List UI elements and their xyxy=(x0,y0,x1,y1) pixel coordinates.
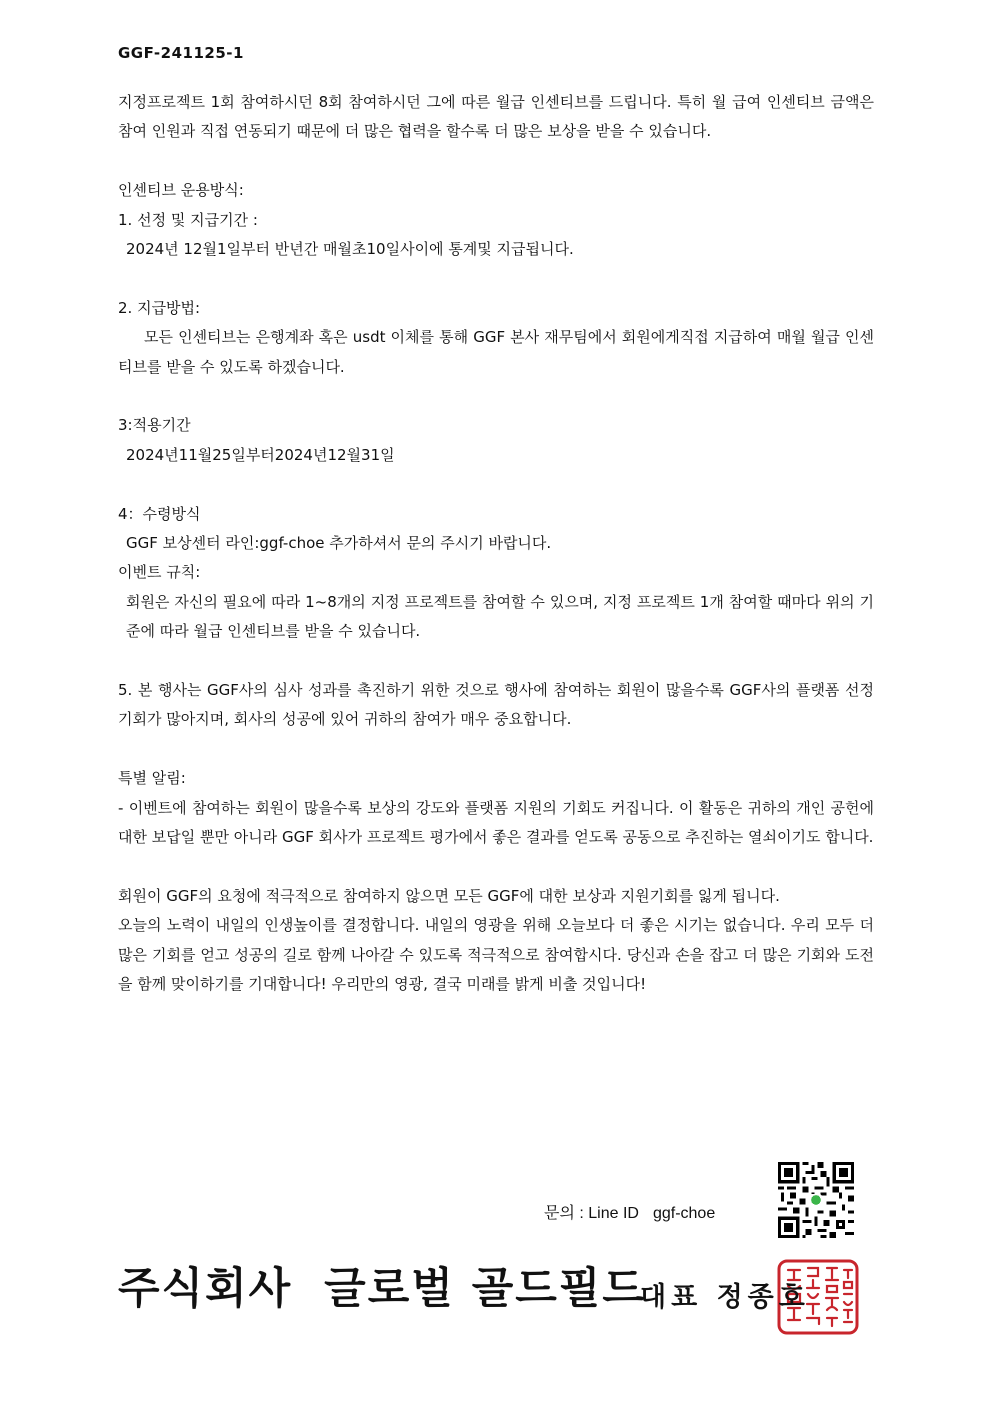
rules-title: 이벤트 규칙: xyxy=(118,563,201,582)
section-5-paragraph: 5. 본 행사는 GGF사의 심사 성과를 촉진하기 위한 것으로 행사에 참여하는 회원이 많을수록 GGF사의 플랫폼 선정 기회가 많아지며, 회사의 성공에 있어 귀하의 참여가 매우 중요합니다. xyxy=(118,681,874,729)
representative-signature: 대표 정종호 xyxy=(640,1282,810,1313)
section-3-body: 2024년11월25일부터2024년12월31일 xyxy=(126,445,395,464)
contact-line-id: ggf-choe xyxy=(652,1205,716,1222)
notice-title: 특별 알림: xyxy=(118,769,186,788)
qr-code-icon[interactable] xyxy=(778,1162,854,1238)
rules-body: 회원은 자신의 필요에 따라 1~8개의 지정 프로젝트를 참여할 수 있으며, 지정 프로젝트 1개 참여할 때마다 위의 기준에 따라 월급 인센티브를 받을 수 있습니다. xyxy=(126,592,874,641)
company-title: 글로벌 골드필드 xyxy=(324,1264,646,1314)
company-type: 주식회사 xyxy=(118,1264,293,1314)
section-4-body: GGF 보상센터 라인:ggf-choe 추가하셔서 문의 주시기 바랍니다. xyxy=(126,534,552,553)
contact-line xyxy=(544,1200,729,1223)
section-1-title: 1. 선정 및 지급기간 : xyxy=(118,210,258,229)
closing-paragraph: 오늘의 노력이 내일의 인생높이를 결정합니다. 내일의 영광을 위해 오늘보다 더 좋은 시기는 없습니다. 우리 모두 더 많은 기회를 얻고 성공의 길로 함께 나아갈 수 있도록 적극적으로 참여합시다. 당신과 손을 잡고 더 많은 기회와 도전을 함께 맞이하기를 기대합니다! 우리만의 영광, 결국 미래를 밝게 비출 것입니다! xyxy=(118,916,874,994)
section-2-title: 2. 지급방법: xyxy=(118,298,201,317)
warning-paragraph: 회원이 GGF의 요청에 적극적으로 참여하지 않으면 모든 GGF에 대한 보상과 지원기회를 잃게 됩니다. xyxy=(118,886,780,905)
company-name xyxy=(118,1255,646,1316)
operation-title: 인센티브 운용방식: xyxy=(118,181,244,200)
contact-label: 문의 : Line ID xyxy=(544,1205,639,1222)
section-2-body: 모든 인센티브는 은행계좌 혹은 usdt 이체를 통해 GGF 본사 재무팀에서 회원에게직접 지급하여 매월 월급 인센티브를 받을 수 있도록 하겠습니다. xyxy=(118,328,874,376)
document-id: GGF-241125-1 xyxy=(118,44,244,62)
intro-paragraph: 지정프로젝트 1회 참여하시던 8회 참여하시던 그에 따른 월급 인센티브를 드립니다. 특히 월 급여 인센티브 금액은 참여 인원과 직접 연동되기 때문에 더 많은 협력을 할수록 더 많은 보상을 받을 수 있습니다. xyxy=(118,93,874,141)
section-3-title: 3:적용기간 xyxy=(118,416,191,435)
document-body xyxy=(118,88,874,999)
section-1-body: 2024년 12월1일부터 반년간 매월초10일사이에 통계및 지급됩니다. xyxy=(126,240,574,259)
notice-body: - 이벤트에 참여하는 회원이 많을수록 보상의 강도와 플랫폼 지원의 기회도 커집니다. 이 활동은 귀하의 개인 공헌에 대한 보답일 뿐만 아니라 GGF 회사가 프로젝트 평가에서 좋은 결과를 얻도록 공동으로 추진하는 열쇠이기도 합니다. xyxy=(118,798,874,847)
section-4-title: 4：수령방식 xyxy=(118,504,201,523)
